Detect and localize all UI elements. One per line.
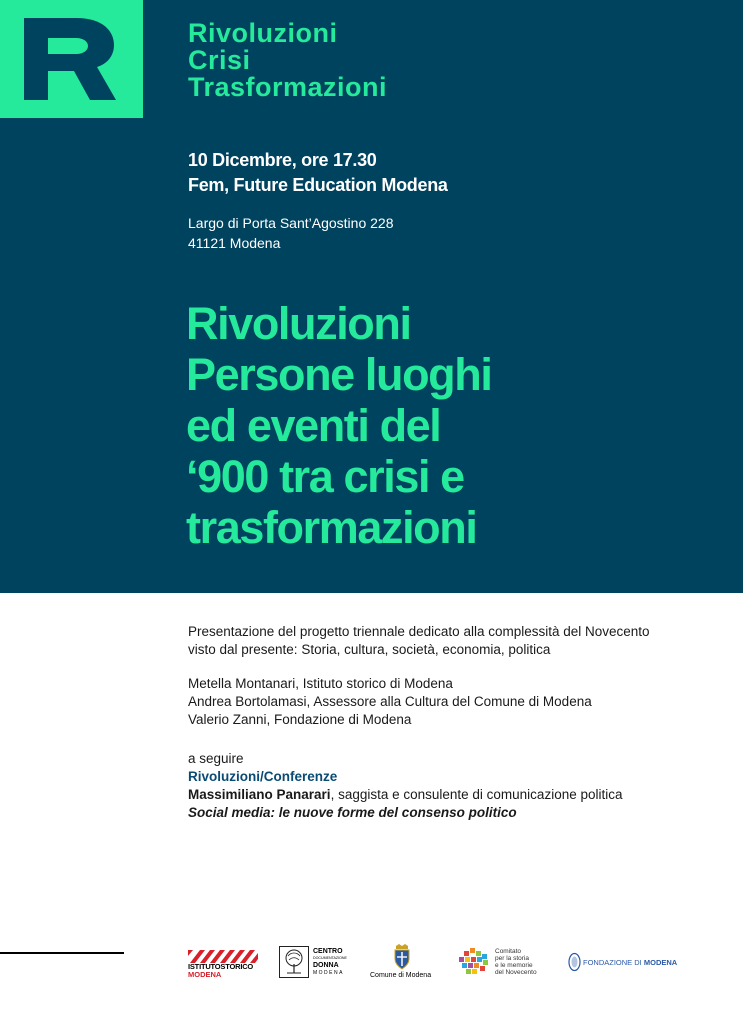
centro-line: CENTRO <box>313 948 343 955</box>
comitato-line: e le memorie <box>495 962 533 969</box>
centro-line: DONNA <box>313 962 339 969</box>
series-line: Trasformazioni <box>188 72 388 102</box>
r-logo-icon <box>24 18 116 100</box>
address-line: 41121 Modena <box>188 235 281 251</box>
logo-tile <box>0 0 143 118</box>
coat-of-arms-icon <box>392 944 412 970</box>
headline-line: ‘900 tra crisi e <box>186 451 464 502</box>
centro-donna-logo <box>279 946 349 982</box>
featured-speaker <box>188 786 650 804</box>
footer-divider <box>0 952 124 954</box>
mosaic-icon <box>458 947 492 977</box>
headline-line: ed eventi del <box>186 400 441 451</box>
speaker-line: Valerio Zanni, Fondazione di Modena <box>188 712 412 727</box>
centro-line: DOCUMENTAZIONE <box>313 956 347 960</box>
fondazione-name <box>583 958 677 967</box>
description-line: visto dal presente: Storia, cultura, società, economia, politica <box>188 642 551 657</box>
centro-line: MODENA <box>313 970 344 976</box>
comitato-novecento-logo <box>458 947 553 981</box>
talk-title: Social media: le nuove forme del consenso politico <box>188 805 517 820</box>
comitato-line: Comitato <box>495 948 522 955</box>
headline-line: Rivoluzioni <box>186 298 411 349</box>
speaker-line: Andrea Bortolamasi, Assessore alla Cultura del Comune di Modena <box>188 694 592 709</box>
event-details <box>188 623 650 822</box>
fondazione-name-a: FONDAZIONE DI <box>583 958 642 967</box>
featured-speaker-name: Massimiliano Panarari <box>188 787 331 802</box>
event-address <box>188 213 393 253</box>
headline-line: Persone luoghi <box>186 349 492 400</box>
tree-emblem-icon <box>279 946 309 978</box>
description-line: Presentazione del progetto triennale dedicato alla complessità del Novecento <box>188 624 650 639</box>
istituto-city: MODENA <box>188 970 222 979</box>
address-line: Largo di Porta Sant’Agostino 228 <box>188 215 394 231</box>
event-when <box>188 148 448 198</box>
headline-line: trasformazioni <box>186 502 477 553</box>
conference-series-label: Rivoluzioni/Conferenze <box>188 769 338 784</box>
istituto-storico-logo <box>188 950 258 980</box>
headline <box>186 298 491 553</box>
medallion-icon <box>568 952 581 972</box>
istituto-name: ISTITUTOSTORICO <box>188 962 254 971</box>
fondazione-modena-logo <box>568 952 683 974</box>
speaker-line: Metella Montanari, Istituto storico di Modena <box>188 676 453 691</box>
series-line: Crisi <box>188 45 251 75</box>
fondazione-name-b: MODENA <box>643 958 678 967</box>
comune-modena-logo <box>368 944 438 982</box>
following-intro: a seguire <box>188 751 244 766</box>
event-venue: Fem, Future Education Modena <box>188 175 448 195</box>
comune-name: Comune di Modena <box>370 972 432 979</box>
comitato-line: per la storia <box>495 955 529 962</box>
series-line: Rivoluzioni <box>188 18 338 48</box>
event-date: 10 Dicembre, ore 17.30 <box>188 150 377 170</box>
series-title <box>188 20 387 101</box>
comitato-line: del Novecento <box>495 969 537 976</box>
featured-speaker-role: , saggista e consulente di comunicazione politica <box>330 787 623 802</box>
